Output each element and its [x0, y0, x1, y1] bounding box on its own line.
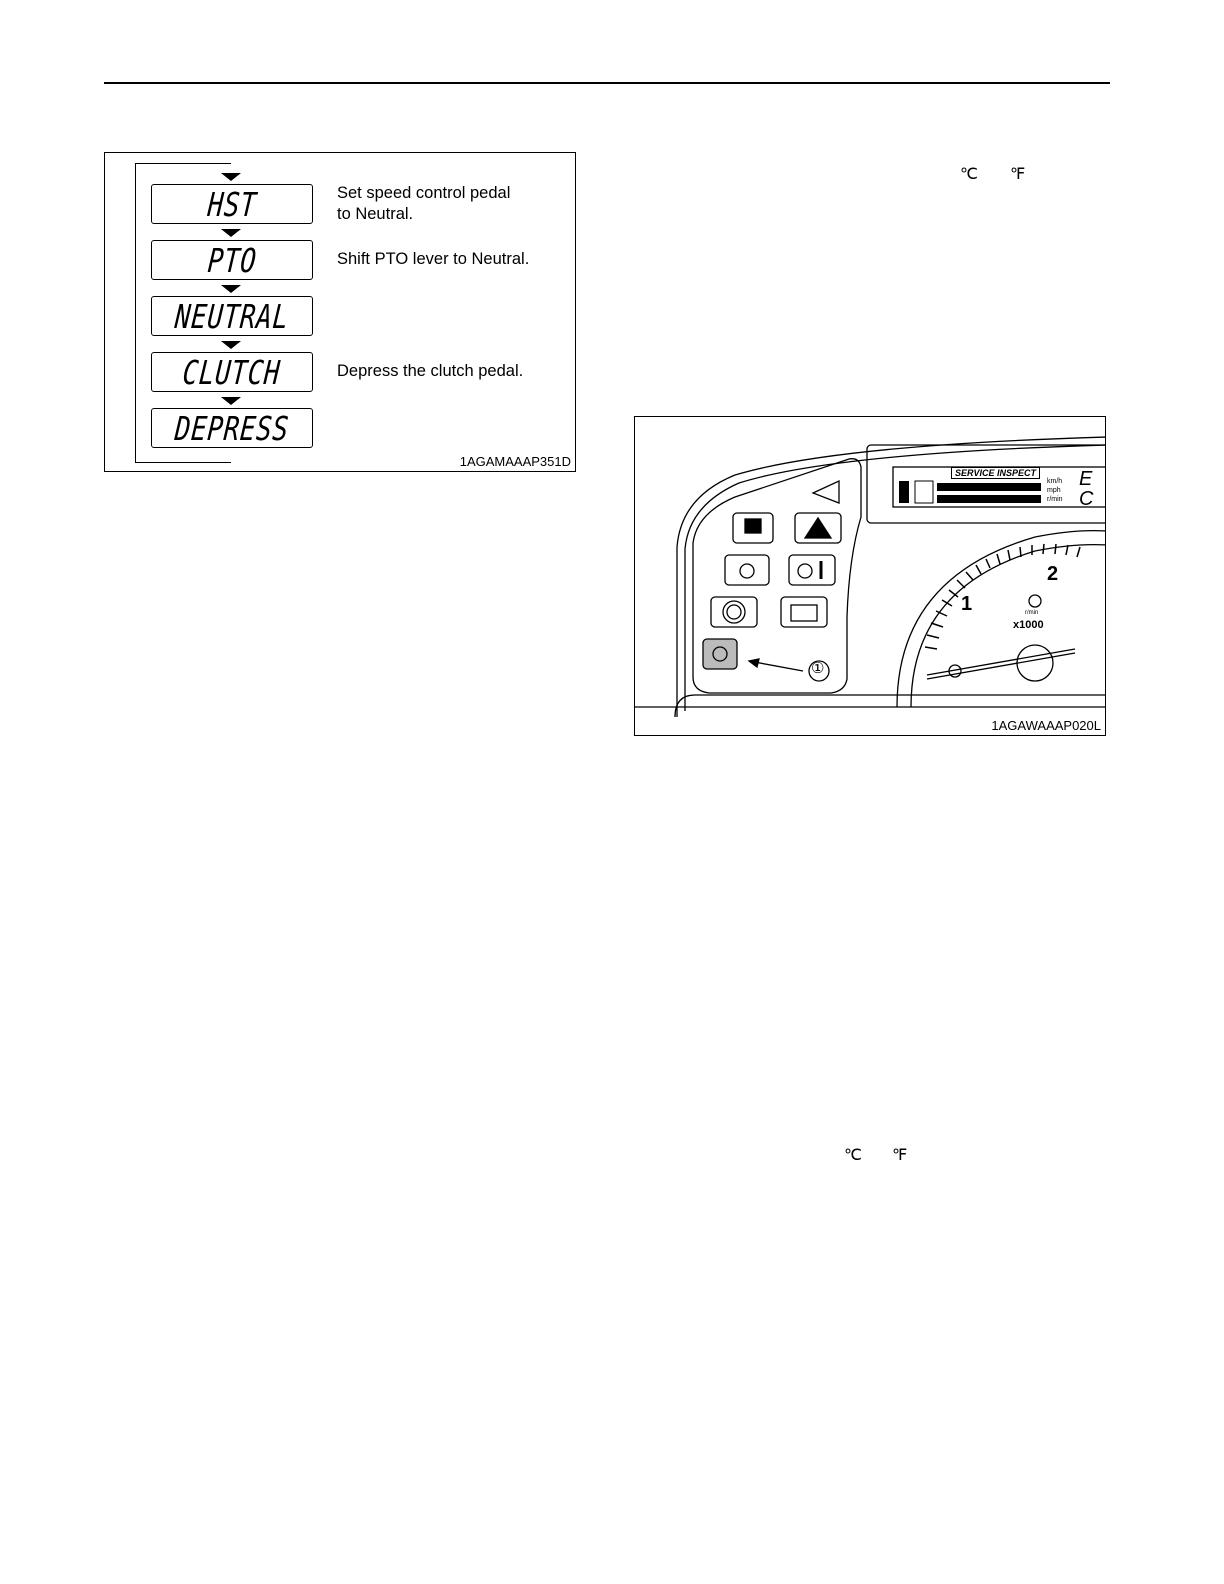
lcd-units: [1047, 477, 1063, 504]
tach-unit: r/min: [1025, 610, 1039, 616]
unit-rpm: r/min: [1047, 496, 1063, 503]
callout-number: ①: [811, 660, 825, 677]
figure-id: 1AGAMAAAP351D: [459, 454, 571, 469]
tach-multiplier: x1000: [1013, 619, 1044, 631]
celsius-symbol: ℃: [960, 166, 978, 183]
step-description: Depress the clutch pedal.: [337, 362, 524, 380]
arrow-down-icon: [221, 397, 241, 405]
oil-pressure-icon: [725, 555, 769, 585]
arrow-down-icon: [221, 173, 241, 181]
tach-ticks: [925, 544, 1080, 649]
fahrenheit-symbol: ℉: [1010, 166, 1026, 183]
figure-id: 1AGAWAAAP020L: [991, 718, 1101, 733]
unit-mph: mph: [1047, 487, 1061, 494]
arrow-down-icon: [221, 285, 241, 293]
battery-icon: [781, 597, 827, 627]
header-rule: [104, 82, 1110, 84]
step-description: Shift PTO lever to Neutral.: [337, 250, 530, 268]
fahrenheit-symbol: ℉: [892, 1147, 908, 1164]
instrument-panel-drawing: [635, 417, 1106, 736]
tach-number-2: 2: [1047, 563, 1059, 585]
arrow-down-icon: [221, 229, 241, 237]
lcd-display-pto: PTO: [151, 240, 313, 280]
instrument-panel-figure: [634, 416, 1106, 736]
lcd-letters: E C: [1079, 468, 1094, 510]
lcd-display-depress: DEPRESS: [151, 408, 313, 448]
unit-kmh: km/h: [1047, 478, 1063, 485]
celsius-symbol: ℃: [844, 1147, 862, 1164]
lcd-display-clutch: CLUTCH: [151, 352, 313, 392]
lcd-sequence-figure: [104, 152, 576, 472]
arrow-down-icon: [221, 341, 241, 349]
glow-plug-icon: [703, 639, 737, 669]
lcd-display-hst: HST: [151, 184, 313, 224]
lcd-display-neutral: NEUTRAL: [151, 296, 313, 336]
turn-signal-icon: [813, 481, 839, 503]
lcd-header: SERVICE INSPECT: [951, 467, 1040, 479]
tach-number-1: 1: [961, 593, 973, 615]
step-description: Set speed control pedal to Neutral.: [337, 184, 511, 223]
